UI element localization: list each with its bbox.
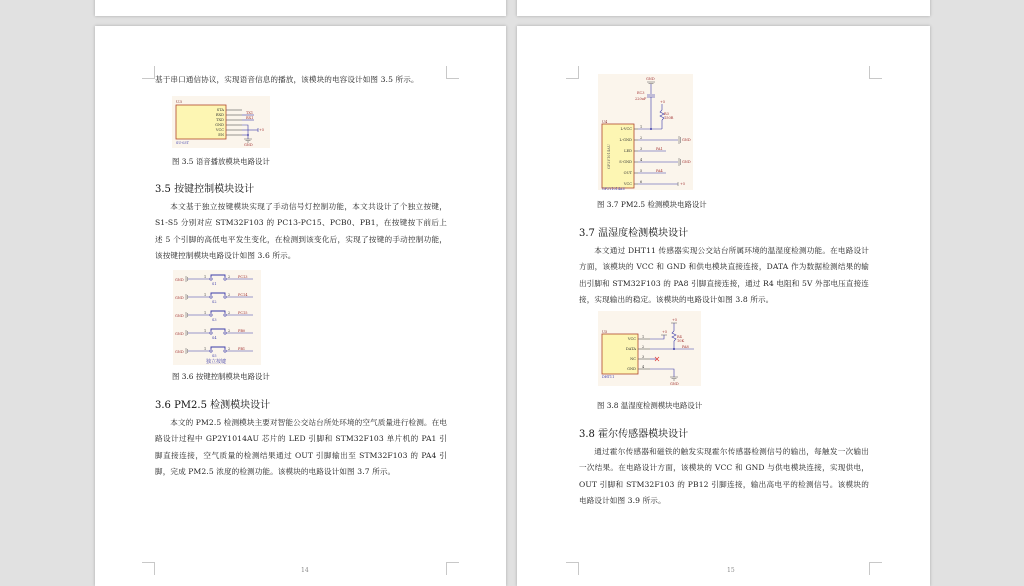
svg-text:DHT11: DHT11 — [602, 375, 615, 379]
svg-text:S2: S2 — [212, 300, 217, 304]
previous-page-right — [517, 0, 930, 16]
svg-text:S4: S4 — [212, 336, 217, 340]
svg-text:5: 5 — [640, 169, 643, 173]
svg-text:VCC: VCC — [215, 128, 224, 132]
svg-text:2: 2 — [228, 347, 231, 351]
figure-3-6-caption: 图 3.6 按键控制模块电路设计 — [172, 372, 270, 381]
svg-text:GND: GND — [682, 138, 691, 142]
svg-text:OUT: OUT — [623, 171, 632, 175]
page-number: 14 — [301, 567, 309, 574]
svg-text:2: 2 — [228, 275, 231, 279]
svg-text:RX1: RX1 — [246, 116, 254, 120]
svg-text:GP2Y1014AU: GP2Y1014AU — [602, 187, 626, 190]
svg-text:+5: +5 — [259, 128, 265, 132]
svg-text:EC3: EC3 — [637, 91, 645, 95]
svg-text:GND: GND — [244, 143, 253, 147]
svg-text:TXD: TXD — [216, 118, 224, 122]
svg-text:U3: U3 — [176, 99, 182, 104]
svg-text:TX1: TX1 — [246, 111, 254, 115]
svg-text:+5: +5 — [672, 318, 678, 322]
svg-text:L-GND: L-GND — [619, 138, 632, 142]
svg-text:1: 1 — [204, 347, 207, 351]
svg-text:1: 1 — [642, 335, 645, 339]
svg-text:EN: EN — [218, 133, 224, 137]
svg-text:10K: 10K — [677, 339, 685, 343]
svg-text:4: 4 — [642, 365, 645, 369]
intro-paragraph: 基于串口通信协议，实现语音信息的播放，该模块的电容设计如图 3.5 所示。 — [155, 75, 419, 84]
svg-text:S-GND: S-GND — [619, 160, 632, 164]
svg-text:GND: GND — [670, 382, 679, 386]
page-15 — [517, 26, 930, 586]
svg-text:3: 3 — [640, 147, 643, 151]
svg-text:PA8: PA8 — [682, 345, 689, 349]
page-number: 15 — [727, 567, 735, 574]
svg-text:150R: 150R — [664, 116, 674, 120]
svg-text:S1: S1 — [212, 282, 217, 286]
svg-text:S5: S5 — [212, 354, 217, 358]
svg-text:VCC: VCC — [627, 337, 636, 341]
svg-text:L-VCC: L-VCC — [620, 127, 632, 131]
svg-text:GND: GND — [627, 367, 636, 371]
margin-mark-top-left — [142, 66, 155, 79]
svg-text:U5: U5 — [602, 330, 608, 334]
margin-mark-bottom-left — [142, 562, 155, 575]
svg-text:R3: R3 — [664, 112, 669, 116]
svg-text:GND: GND — [175, 350, 184, 354]
margin-mark-bottom-right — [869, 562, 882, 575]
svg-text:独立按键: 独立按键 — [206, 359, 227, 365]
svg-text:NC: NC — [630, 357, 636, 361]
figure-3-8-schematic — [598, 311, 701, 386]
svg-text:PB0: PB0 — [238, 329, 246, 333]
previous-page-left — [95, 0, 506, 16]
margin-mark-bottom-left — [566, 562, 579, 575]
svg-text:+5: +5 — [660, 100, 666, 104]
svg-text:GND: GND — [175, 314, 184, 318]
section-3-6-body: 本文的 PM2.5 检测模块主要对智能公交站台所处环境的空气质量进行检测。在电路设计过程中 GP2Y1014AU 芯片的 LED 引脚和 STM32F103 单片机的 PA1 引脚直接连接，空气质量的检测结果通过 OUT 引脚输出至 STM32F103 的 PA4 引脚，完成 PM2.5 浓度的检测功能。该模块的电路设计如图 3.7 所示。 — [155, 418, 447, 477]
svg-text:PA1: PA1 — [656, 147, 663, 151]
svg-text:2: 2 — [228, 311, 231, 315]
figure-3-5-caption: 图 3.5 语音播放模块电路设计 — [172, 157, 270, 166]
svg-text:+5: +5 — [680, 182, 686, 186]
svg-text:2: 2 — [228, 329, 231, 333]
svg-text:U4: U4 — [602, 120, 608, 124]
svg-text:GND: GND — [175, 278, 184, 282]
section-3-6-heading: 3.6 PM2.5 检测模块设计 — [155, 400, 271, 411]
svg-text:LED: LED — [624, 149, 632, 153]
margin-mark-top-left — [566, 66, 579, 79]
svg-text:PB1: PB1 — [238, 347, 246, 351]
section-3-5-body: 本文基于独立按键模块实现了手动信号灯控制功能，本文共设计了个独立按键，S1-S5 分别对应 STM32F103 的 PC13-PC15、PCB0、PB1，在按键按下前后上述 5 个引脚的高低电平发生变化，在检测到该变化后，实现了按键的手动控制功能，该按键控制模块电路设计如图 3.6 所示。 — [155, 202, 447, 261]
figure-3-6-schematic — [173, 270, 261, 365]
svg-text:STA: STA — [216, 108, 224, 112]
svg-text:1: 1 — [204, 275, 207, 279]
svg-text:PA4: PA4 — [656, 169, 663, 173]
figure-3-7-schematic — [598, 74, 693, 190]
svg-text:GND: GND — [215, 123, 224, 127]
svg-text:DATA: DATA — [625, 347, 636, 351]
svg-text:2: 2 — [640, 136, 643, 140]
section-3-8-heading: 3.8 霍尔传感器模块设计 — [579, 429, 689, 440]
section-3-5-heading: 3.5 按键控制模块设计 — [155, 184, 255, 195]
section-3-7-body: 本文通过 DHT11 传感器实现公交站台所属环境的温湿度检测功能。在电路设计方面，该模块的 VCC 和 GND 和供电模块直接连接，DATA 作为数据检测结果的输出引脚和 STM32F103 的 PA8 引脚直接连接，通过 R4 电阻和 5V 外部电压直接连接，实现输出的稳定。该模块的电路设计如图 3.8 所示。 — [579, 246, 869, 305]
section-3-7-heading: 3.7 温湿度检测模块设计 — [579, 228, 689, 239]
svg-text:220uF: 220uF — [635, 97, 647, 101]
svg-text:SU-03T: SU-03T — [176, 141, 189, 145]
svg-text:PC14: PC14 — [238, 293, 248, 297]
svg-text:PC13: PC13 — [238, 275, 248, 279]
svg-text:GND: GND — [175, 296, 184, 300]
svg-text:PC15: PC15 — [238, 311, 248, 315]
svg-text:1: 1 — [640, 125, 643, 129]
svg-text:VCC: VCC — [623, 182, 632, 186]
figure-3-8-caption: 图 3.8 温湿度检测模块电路设计 — [597, 401, 703, 410]
svg-text:1: 1 — [204, 329, 207, 333]
svg-text:2: 2 — [228, 293, 231, 297]
figure-3-7-caption: 图 3.7 PM2.5 检测模块电路设计 — [597, 200, 707, 209]
svg-text:R4: R4 — [677, 335, 682, 339]
page-14 — [95, 26, 506, 586]
svg-text:+5: +5 — [662, 330, 668, 334]
svg-text:1: 1 — [204, 311, 207, 315]
svg-text:RXD: RXD — [215, 113, 224, 117]
svg-text:2: 2 — [642, 345, 645, 349]
svg-text:GND: GND — [682, 160, 691, 164]
svg-text:6: 6 — [640, 180, 643, 184]
margin-mark-top-right — [869, 66, 882, 79]
svg-text:GND: GND — [175, 332, 184, 336]
margin-mark-bottom-right — [446, 562, 459, 575]
svg-text:S3: S3 — [212, 318, 217, 322]
svg-text:1: 1 — [204, 293, 207, 297]
section-3-8-body: 通过霍尔传感器和磁铁的触发实现霍尔传感器检测信号的输出，每触发一次输出一次结果。在电路设计方面，该模块的 VCC 和 GND 与供电模块连接，实现供电，OUT 引脚和 STM32F103 的 PB12 引脚连接，输出高电平的检测信号。该模块的电路设计如图 3.9 所示。 — [579, 447, 869, 506]
svg-text:4: 4 — [640, 158, 643, 162]
svg-text:3: 3 — [642, 355, 645, 359]
figure-3-5-schematic — [172, 96, 270, 148]
svg-text:GND: GND — [646, 77, 655, 81]
svg-text:GP2Y1014AU: GP2Y1014AU — [607, 144, 611, 169]
